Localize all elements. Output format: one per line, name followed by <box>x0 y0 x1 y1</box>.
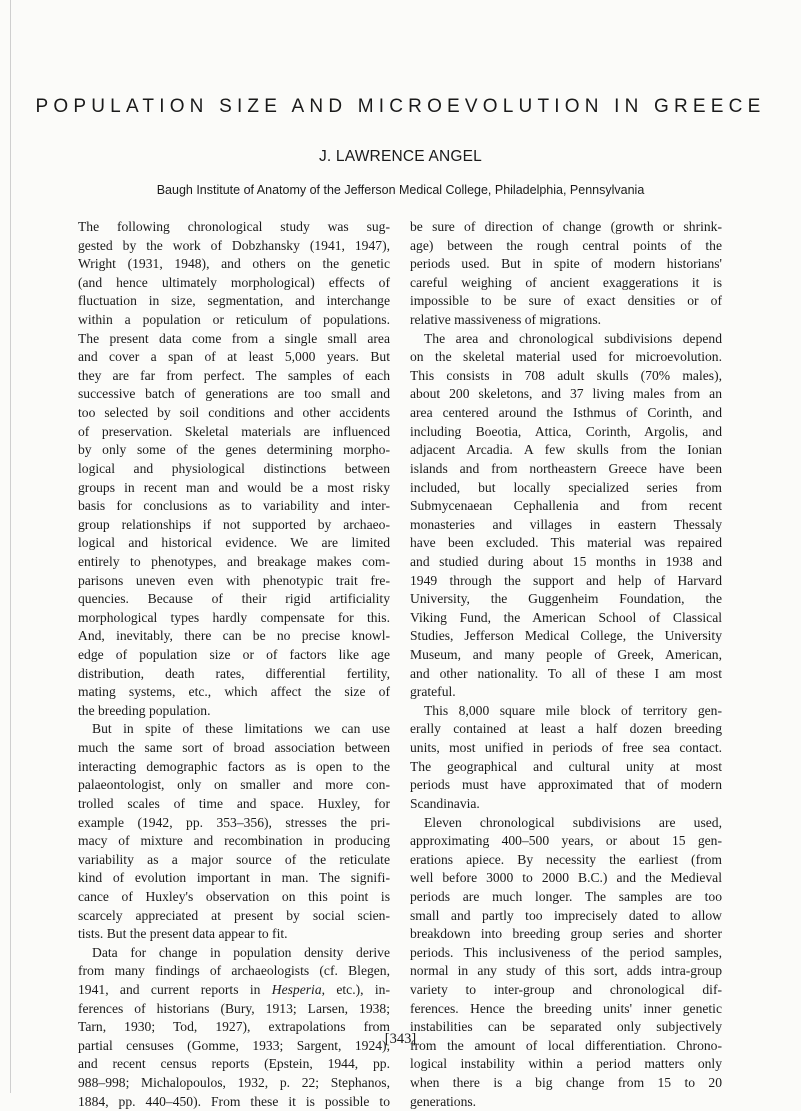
text-column-left <box>78 218 390 1111</box>
text-line: from the amount of local differentiation. Chrono- <box>410 1037 722 1053</box>
article-title: POPULATION SIZE AND MICROEVOLUTION IN GREECE <box>35 96 766 117</box>
text-line: partial censuses (Gomme, 1933; Sargent, 1924), <box>78 1037 390 1053</box>
text-line: Tarn, 1930; Tod, 1927), extrapolations from <box>78 1019 390 1035</box>
text-line: erations apiece. By necessity the earliest (from <box>410 851 722 867</box>
text-line: groups in recent man and would be a most risky <box>78 479 390 495</box>
text-line: and recent census reports (Epstein, 1944, pp. <box>78 1056 390 1072</box>
text-line: when there is a big change from 15 to 20 <box>410 1075 722 1091</box>
text-line: from many findings of archaeologists (cf. Blegen, <box>78 963 390 979</box>
text-line: area centered around the Isthmus of Corinth, and <box>410 405 722 421</box>
text-line: 1949 through the support and help of Harvard <box>410 572 722 588</box>
text-line: approximating 400–500 years, or about 15 gen- <box>410 833 722 849</box>
text-line: Scandinavia. <box>410 795 480 811</box>
text-line: kind of evolution important in man. The signifi- <box>78 870 390 886</box>
text-line: tists. But the present data appear to fit. <box>78 926 288 942</box>
text-line: and studied during about 15 months in 1938 and <box>410 553 722 569</box>
text-line: careful weighing of ancient exaggerations it is <box>410 274 722 290</box>
text-line: on the skeletal material used for microevolution. <box>410 349 722 365</box>
text-line: quencies. Because of their rigid artificiality <box>78 591 390 607</box>
text-line: The following chronological study was sug- <box>78 219 390 234</box>
text-line: parisons uneven even with phenotypic trait fre- <box>78 572 390 588</box>
text-line: ferences. Hence the breeding units' inner genetic <box>410 1000 722 1016</box>
text-line: But in spite of these limitations we can use <box>92 721 390 737</box>
text-line: including Boeotia, Attica, Corinth, Argolis, and <box>410 423 722 439</box>
text-line: age) between the rough central points of the <box>410 237 722 253</box>
text-line: be sure of direction of change (growth or shrink- <box>410 219 722 234</box>
author-name: J. LAWRENCE ANGEL <box>318 148 483 165</box>
text-line: Wright (1931, 1948), and others on the genetic <box>78 256 390 272</box>
text-line: too selected by soil conditions and other accidents <box>78 405 390 421</box>
text-line: variability as a major source of the reticulate <box>78 851 390 867</box>
page-number: [343] <box>384 1031 417 1047</box>
text-line: within a population or reticulum of populations. <box>78 312 390 328</box>
text-line: distribution, death rates, differential fertility, <box>78 665 390 681</box>
text-line: logical instability within a period matters only <box>410 1056 722 1072</box>
text-line: periods. This inclusiveness of the period samples, <box>410 944 722 960</box>
text-line: interacting demographic factors as is open to the <box>78 758 390 774</box>
text-line: cance of Huxley's observation on this point is <box>78 888 390 904</box>
text-line: relative massiveness of migrations. <box>410 312 602 328</box>
text-line: entirely to phenotypes, and breakage makes com- <box>78 553 390 569</box>
text-line: breakdown into breeding group series and shorter <box>410 926 722 942</box>
text-line: small and partly too imprecisely dated to allow <box>410 907 722 923</box>
text-line: example (1942, pp. 353–356), stresses the pri- <box>78 814 390 830</box>
text-line: ferences of historians (Bury, 1913; Larsen, 1938; <box>78 1000 390 1016</box>
text-line: morphological types hardly compensate for this. <box>78 609 390 625</box>
text-line: units, most unified in periods of free sea contact. <box>410 740 722 756</box>
text-line: erally contained at least a half dozen breeding <box>410 721 722 737</box>
text-line: group relationships if not supported by archaeo- <box>78 516 390 532</box>
text-line: normal in any study of this sort, adds intra-group <box>410 963 722 979</box>
text-line: and other nationality. To all of these I am most <box>410 665 722 681</box>
text-line: 1884, pp. 440–450). From these it is possible to <box>78 1093 390 1109</box>
text-line: islands and from northeastern Greece have been <box>410 460 722 476</box>
text-line: (and hence ultimately morphological) effects of <box>78 274 390 290</box>
text-line: well before 3000 to 2000 B.C.) and the Medieval <box>410 870 722 886</box>
text-line: periods must have approximated that of modern <box>410 777 722 793</box>
text-line: adjacent Arcadia. A few skulls from the Ionian <box>410 442 722 458</box>
text-line: and cover a span of at least 5,000 years. But <box>78 349 390 365</box>
text-line: have been excluded. This material was repaired <box>410 535 722 551</box>
text-line: gested by the work of Dobzhansky (1941, 1947), <box>78 237 390 253</box>
text-line: periods are much longer. The samples are too <box>410 888 722 904</box>
text-line: The geographical and cultural unity at most <box>410 758 722 774</box>
text-line: macy of mixture and recombination in producing <box>78 833 390 849</box>
text-line: much the same sort of broad association between <box>78 740 390 756</box>
text-line: Viking Fund, the American School of Classical <box>410 609 722 625</box>
text-line: they are far from perfect. The samples of each <box>78 367 390 383</box>
text-line: included, but locally specialized series from <box>410 479 722 495</box>
text-line: grateful. <box>410 684 456 700</box>
text-line: Studies, Jefferson Medical College, the University <box>410 628 722 644</box>
text-column-right <box>410 218 722 1111</box>
text-line: logical and historical evidence. We are limited <box>78 535 390 551</box>
text-line: This 8,000 square mile block of territory gen- <box>424 702 722 718</box>
text-line: about 200 skeletons, and 37 living males from an <box>410 386 722 402</box>
text-line: And, inevitably, there can be no precise knowl- <box>78 628 390 644</box>
text-line: scarcely appreciated at present by social scien- <box>78 907 390 923</box>
text-line: basis for conclusions as to variability and inter- <box>78 498 390 514</box>
text-line: Museum, and many people of Greek, American, <box>410 647 722 663</box>
text-line: impossible to be sure of exact densities or of <box>410 293 722 309</box>
author-affiliation: Baugh Institute of Anatomy of the Jefferson Medical College, Philadelphia, Pennsylvania <box>156 183 645 197</box>
text-line: logical and physiological distinctions between <box>78 460 390 476</box>
text-line: successive batch of generations are too small and <box>78 386 390 402</box>
text-line: University, the Guggenheim Foundation, the <box>410 591 722 607</box>
text-line: monasteries and villages in eastern Thessaly <box>410 516 722 532</box>
text-line: Data for change in population density derive <box>92 944 390 960</box>
text-line: variety to inter-group and chronological dif- <box>410 981 722 997</box>
text-line: the breeding population. <box>78 702 211 718</box>
text-line: The present data come from a single small area <box>78 330 390 346</box>
text-line: of preservation. Skeletal materials are influenced <box>78 423 390 439</box>
text-line: periods used. But in spite of modern historians' <box>410 256 722 272</box>
text-line: fluctuation in size, segmentation, and interchange <box>78 293 390 309</box>
text-line: by only some of the genes determining morpho- <box>78 442 390 458</box>
text-line: instabilities can be separated only subjectively <box>410 1019 722 1035</box>
text-line: trolled scales of time and space. Huxley, for <box>78 795 390 811</box>
text-line: Eleven chronological subdivisions are used, <box>424 814 722 830</box>
text-line: The area and chronological subdivisions depend <box>424 330 722 346</box>
text-line: edge of population size or of factors like age <box>78 647 390 663</box>
text-line: palaeontologist, only on smaller and more con- <box>78 777 390 793</box>
text-line: 1941, and current reports in Hesperia, etc.), in- <box>78 981 390 997</box>
text-line: mating systems, etc., which affect the size of <box>78 684 390 700</box>
text-line: Submycenaean Cephallenia and from recent <box>410 498 722 514</box>
text-line: generations. <box>410 1093 477 1109</box>
text-line: 988–998; Michalopoulos, 1932, p. 22; Stephanos, <box>78 1075 390 1091</box>
text-line: This consists in 708 adult skulls (70% males), <box>410 367 722 383</box>
